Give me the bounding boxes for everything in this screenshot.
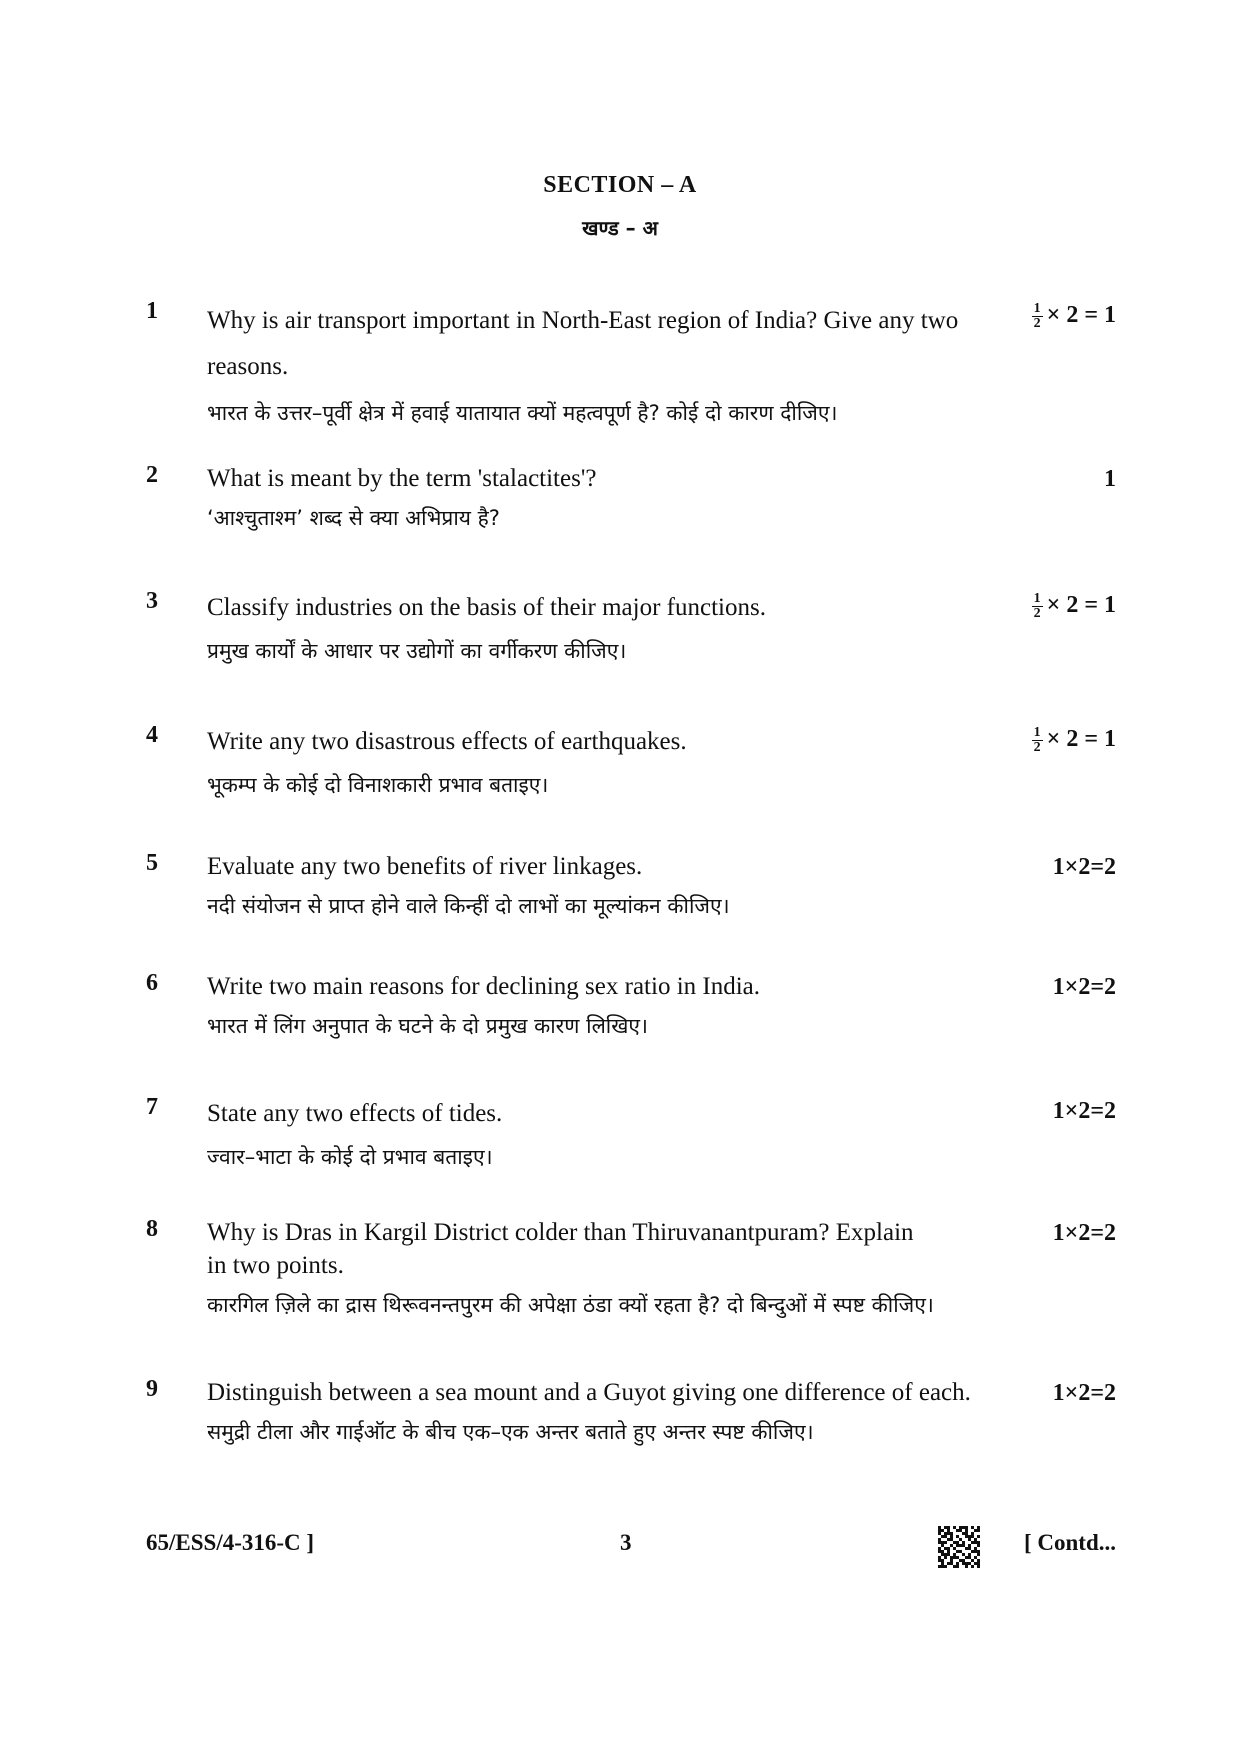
question-text-english: Evaluate any two benefits of river linkages.	[207, 853, 643, 880]
question-text-english: What is meant by the term 'stalactites'?	[207, 465, 597, 492]
question-number: 2	[146, 462, 158, 488]
question-text-hindi: समुद्री टीला और गाईऑट के बीच एक–एक अन्तर बताते हुए अन्तर स्पष्ट कीजिए।	[207, 1420, 814, 1444]
question-marks: 1×2=2	[1052, 1220, 1116, 1246]
question-number: 6	[146, 970, 158, 996]
question-text-english: Distinguish between a sea mount and a Guyot giving one difference of each.	[207, 1379, 971, 1406]
continued-label: [ Contd...	[1023, 1530, 1116, 1555]
question-marks: 1×2=2	[1052, 1098, 1116, 1124]
question-marks: 1×2=2	[1052, 854, 1116, 880]
question-number: 4	[146, 722, 158, 748]
fraction-half: $\frac{1}{2}$	[1033, 724, 1041, 755]
question-number: 9	[146, 1376, 158, 1402]
question-text-hindi: भारत में लिंग अनुपात के घटने के दो प्रमुख कारण लिखिए।	[207, 1014, 648, 1038]
question-number: 3	[146, 588, 158, 614]
question-number: 8	[146, 1216, 158, 1242]
question-text-hindi: कारगिल ज़िले का द्रास थिरूवनन्तपुरम की अपेक्षा ठंडा क्यों रहता है? दो बिन्दुओं में स्पष्ट कीजिए।	[207, 1293, 934, 1317]
question-text-english: Write any two disastrous effects of earthquakes.	[207, 728, 687, 755]
page-number: 3	[620, 1530, 632, 1555]
question-text-hindi: ज्वार–भाटा के कोई दो प्रभाव बताइए।	[207, 1145, 493, 1169]
question-text-english: Why is air transport important in North-East region of India? Give any two reasons.	[207, 307, 959, 380]
question-text-english: Why is Dras in Kargil District colder than Thiruvanantpuram? Explain in two points.	[207, 1219, 914, 1279]
page-footer	[0, 1526, 1240, 1566]
question-number: 5	[146, 850, 158, 876]
question-text-english: Classify industries on the basis of their major functions.	[207, 594, 766, 621]
fraction-half: $\frac{1}{2}$	[1033, 300, 1041, 331]
question-number: 7	[146, 1094, 158, 1120]
fraction-half: $\frac{1}{2}$	[1033, 590, 1041, 621]
qr-code-icon	[938, 1526, 980, 1568]
question-marks: $\frac{1}{2}$ × 2 = 1	[1033, 590, 1116, 621]
question-marks: 1	[1104, 466, 1116, 492]
question-text-hindi: भूकम्प के कोई दो विनाशकारी प्रभाव बताइए।	[207, 773, 549, 797]
question-marks: $\frac{1}{2}$ × 2 = 1	[1033, 300, 1116, 331]
question-text-english: State any two effects of tides.	[207, 1100, 503, 1127]
question-text-hindi: प्रमुख कार्यों के आधार पर उद्योगों का वर्गीकरण कीजिए।	[207, 639, 627, 663]
paper-code: 65/ESS/4-316-C ]	[146, 1530, 315, 1555]
question-text-hindi: ‘आश्चुताश्म’ शब्द से क्या अभिप्राय है?	[207, 506, 500, 530]
question-text-english: Write two main reasons for declining sex ratio in India.	[207, 973, 761, 1000]
section-title-hindi: खण्ड – अ	[582, 216, 658, 240]
question-text-hindi: नदी संयोजन से प्राप्त होने वाले किन्हीं दो लाभों का मूल्यांकन कीजिए।	[207, 894, 730, 918]
question-marks: 1×2=2	[1052, 1380, 1116, 1406]
question-marks: 1×2=2	[1052, 974, 1116, 1000]
question-marks: $\frac{1}{2}$ × 2 = 1	[1033, 724, 1116, 755]
section-title: SECTION – A	[543, 172, 697, 198]
question-number: 1	[146, 298, 158, 324]
question-text-hindi: भारत के उत्तर–पूर्वी क्षेत्र में हवाई यातायात क्यों महत्वपूर्ण है? कोई दो कारण दीजिए।	[207, 401, 838, 425]
